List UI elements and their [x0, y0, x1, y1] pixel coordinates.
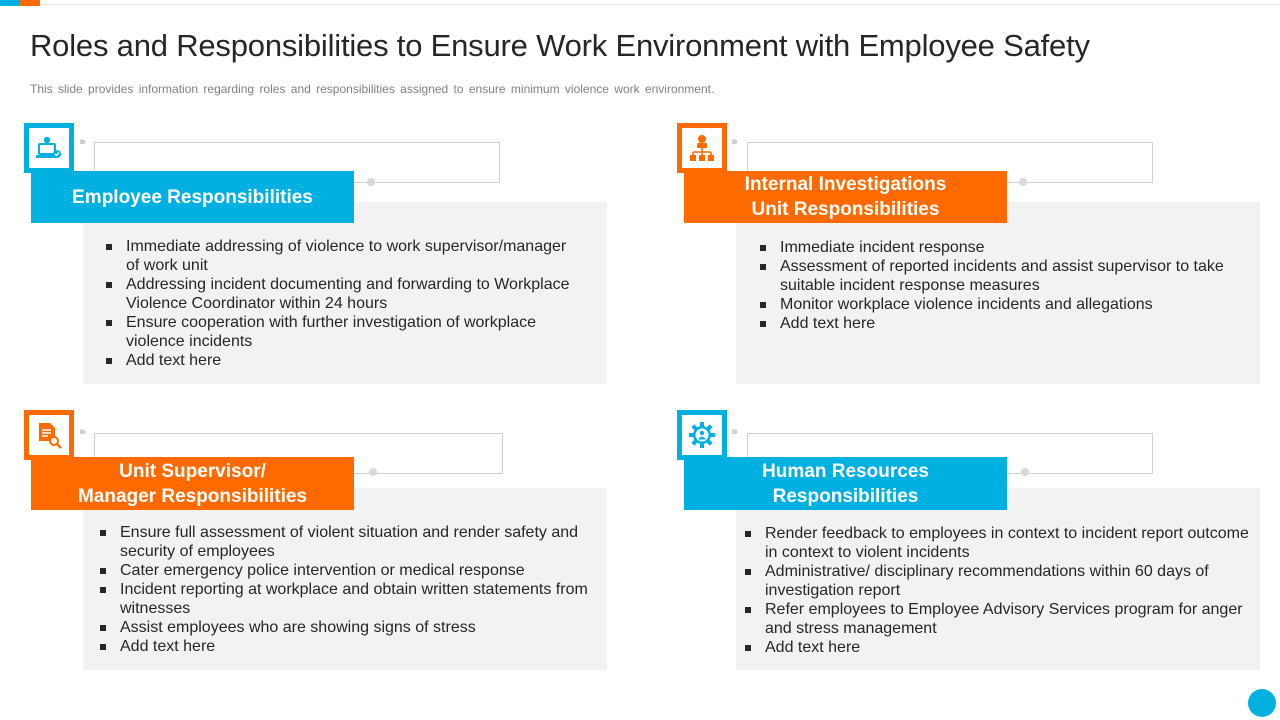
corner-accent-orange	[20, 0, 40, 6]
list-item: Ensure cooperation with further investigation of workplace violence incidents	[106, 313, 576, 351]
list-item: Ensure full assessment of violent situation and render safety and security of employees	[100, 523, 592, 561]
card-header-line: Manager Responsibilities	[77, 485, 308, 507]
card-header-line: Unit Supervisor/	[119, 460, 266, 482]
chevrons-decoration: ›››	[79, 136, 84, 148]
list-item: Assessment of reported incidents and assist supervisor to take suitable incident response measures	[760, 257, 1240, 295]
list-item: Cater emergency police intervention or medical response	[100, 561, 592, 580]
chevrons-decoration: ›››	[731, 426, 736, 438]
card-header-line: Unit Responsibilities	[751, 199, 940, 220]
card-header-line: Employee Responsibilities	[72, 186, 313, 208]
card-header	[684, 171, 1007, 223]
gear-person-icon	[677, 410, 727, 460]
laptop-worker-icon	[24, 123, 74, 173]
connector-dot	[1021, 468, 1029, 476]
list-item: Add text here	[106, 351, 576, 370]
card-header	[31, 457, 354, 510]
page-subtitle: This slide provides information regarding roles and responsibilities assigned to ensure minimum violence work environment.	[30, 82, 715, 96]
document-search-icon	[24, 410, 74, 460]
list-item: Immediate incident response	[760, 238, 1240, 257]
connector-dot	[1019, 178, 1027, 186]
bullet-list	[100, 523, 592, 656]
list-item: Add text here	[760, 314, 1240, 333]
list-item: Assist employees who are showing signs of stress	[100, 618, 592, 637]
chevrons-decoration: ›››	[731, 136, 736, 148]
corner-accent-blue	[0, 0, 20, 6]
list-item: Render feedback to employees in context to incident report outcome in context to violent incidents	[745, 524, 1250, 562]
card-header-line: Human Resources	[762, 460, 929, 482]
list-item: Monitor workplace violence incidents and allegations	[760, 295, 1240, 314]
list-item: Add text here	[745, 638, 1250, 657]
list-item: Add text here	[100, 637, 592, 656]
list-item: Incident reporting at workplace and obtain written statements from witnesses	[100, 580, 592, 618]
bullet-list	[760, 238, 1240, 333]
card-header	[684, 457, 1007, 510]
list-item: Administrative/ disciplinary recommendations within 60 days of investigation report	[745, 562, 1250, 600]
slide-nav-button[interactable]	[1248, 689, 1276, 717]
chevrons-decoration: ›››	[79, 426, 84, 438]
list-item: Immediate addressing of violence to work supervisor/manager of work unit	[106, 237, 576, 275]
list-item: Refer employees to Employee Advisory Services program for anger and stress management	[745, 600, 1250, 638]
connector-dot	[369, 468, 377, 476]
connector-dot	[367, 178, 375, 186]
card-header-line: Responsibilities	[772, 485, 919, 507]
bullet-list	[745, 524, 1250, 657]
list-item: Addressing incident documenting and forwarding to Workplace Violence Coordinator within 24 hours	[106, 275, 576, 313]
card-header	[31, 171, 354, 223]
card-header-line: Internal Investigations	[744, 174, 947, 195]
bullet-list	[106, 237, 576, 370]
page-title: Roles and Responsibilities to Ensure Work Environment with Employee Safety	[30, 28, 1090, 63]
org-hierarchy-icon	[677, 123, 727, 173]
top-rule	[0, 4, 1280, 5]
